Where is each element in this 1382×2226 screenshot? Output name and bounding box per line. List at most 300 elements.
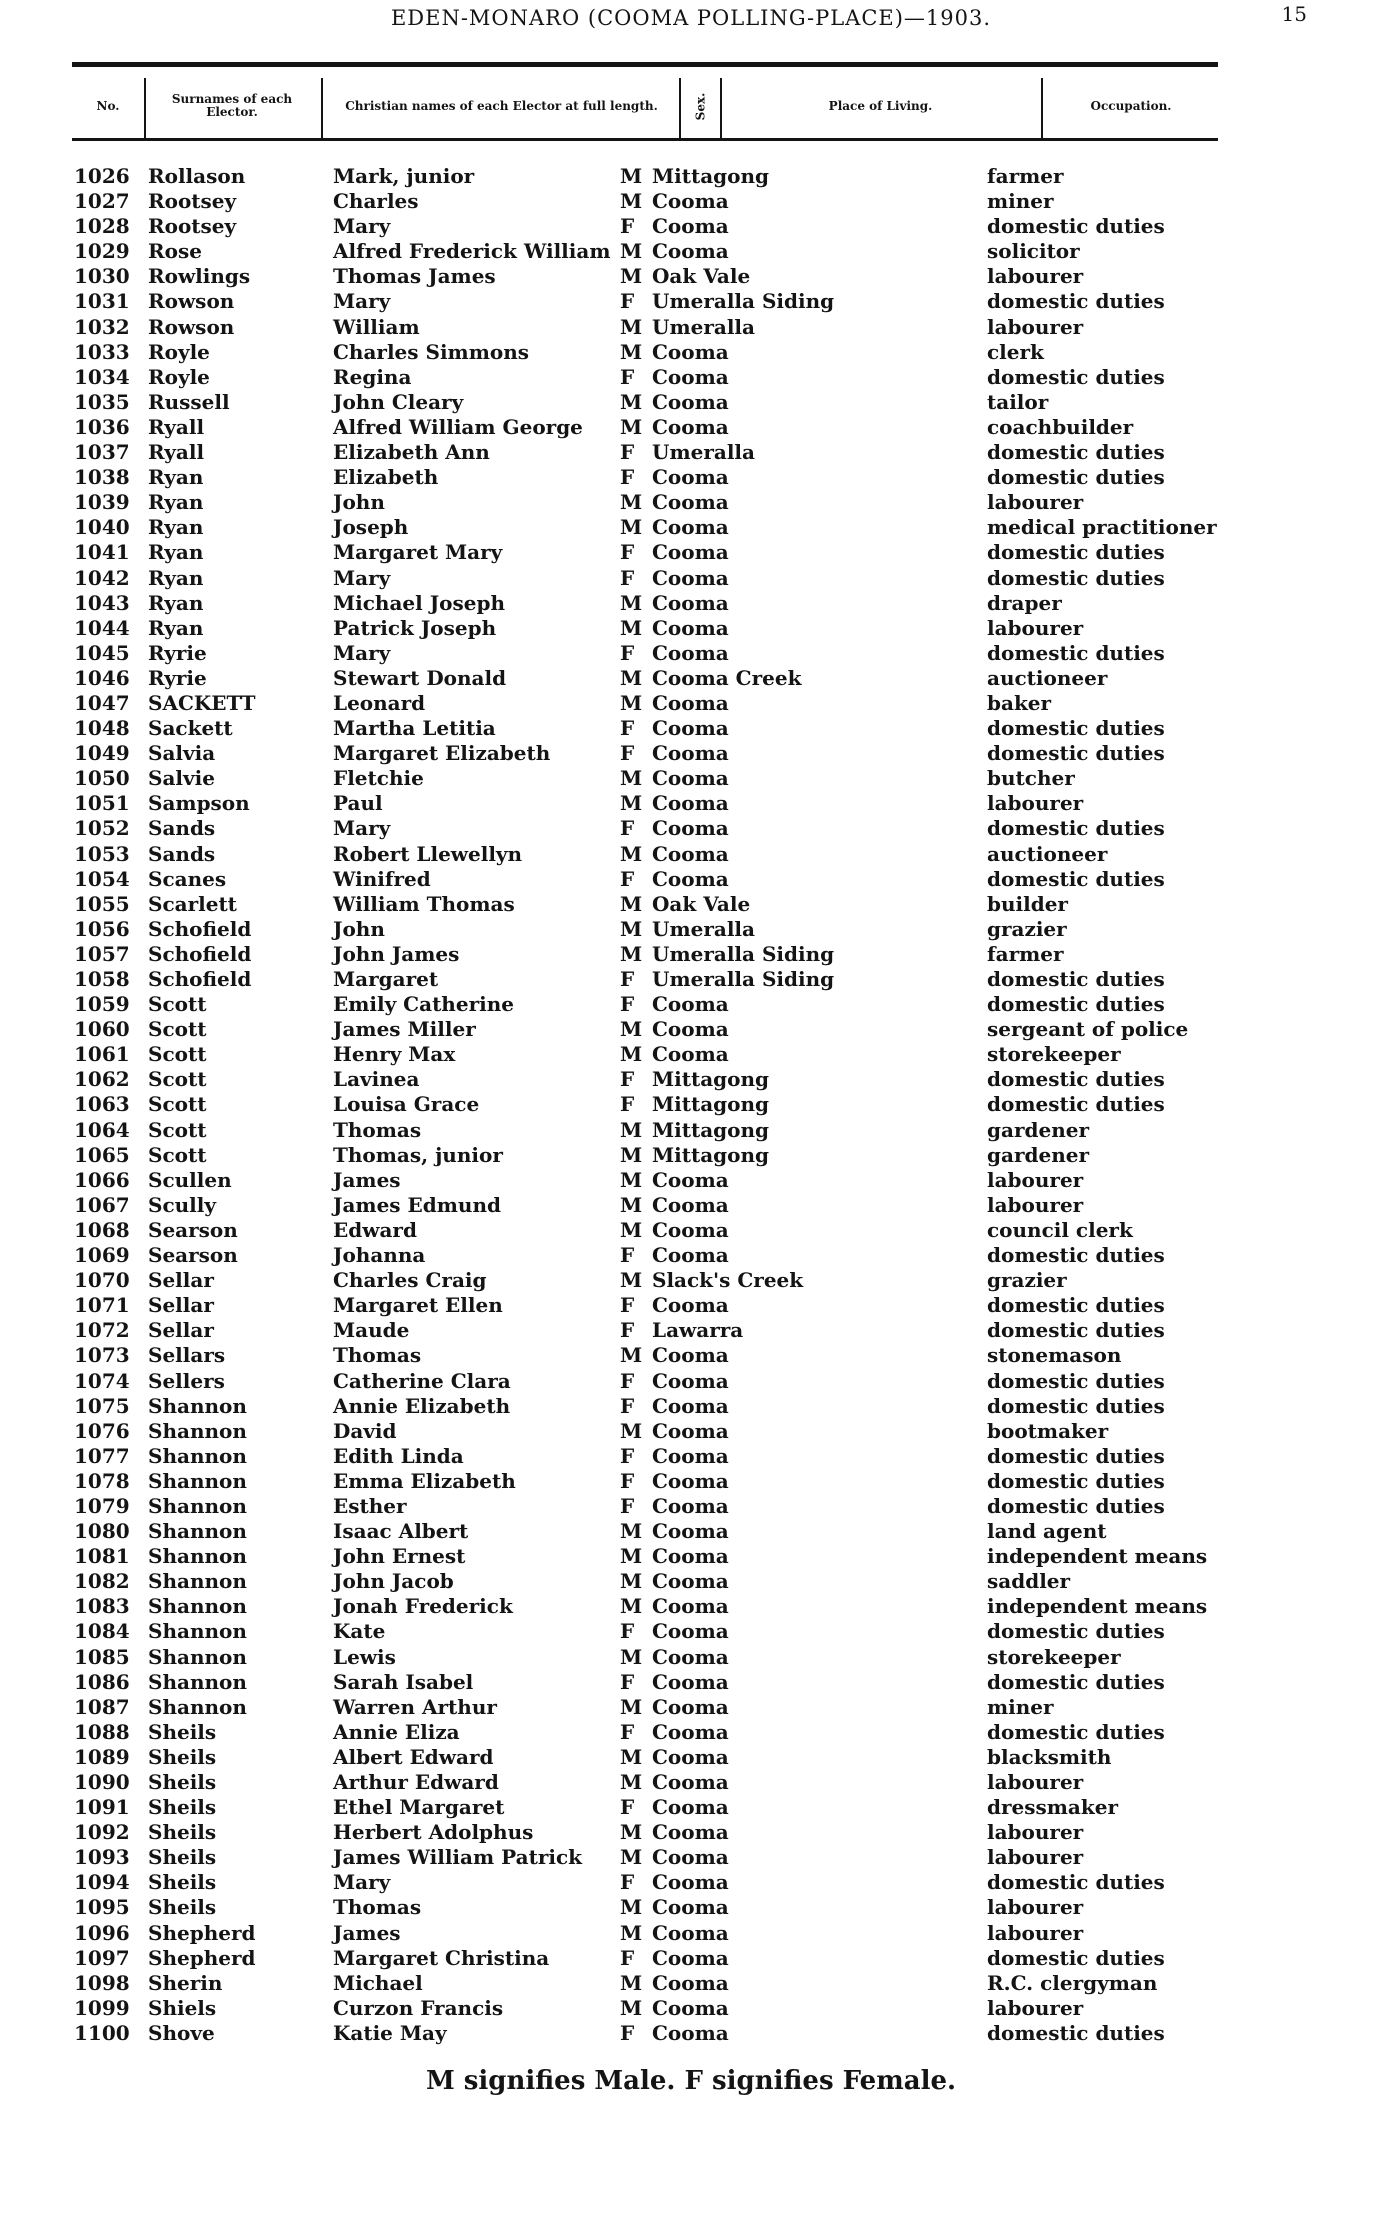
elector-place: Cooma — [652, 2020, 729, 2045]
elector-occupation: domestic duties — [987, 1870, 1165, 1895]
table-row — [0, 616, 1382, 641]
elector-occupation: draper — [987, 590, 1062, 615]
elector-occupation: labourer — [987, 1770, 1084, 1794]
elector-christian-names: Thomas, junior — [333, 1142, 503, 1167]
elector-occupation: domestic duties — [987, 1945, 1165, 1970]
elector-occupation: domestic duties — [987, 1243, 1165, 1268]
elector-surname: Scott — [148, 992, 207, 1017]
elector-number: 1047 — [74, 690, 130, 715]
elector-surname: Sheils — [148, 1744, 217, 1769]
elector-sex: M — [620, 1192, 643, 1217]
elector-number: 1087 — [74, 1694, 130, 1719]
elector-place: Cooma — [652, 1795, 729, 1820]
elector-occupation: labourer — [987, 1192, 1084, 1217]
elector-surname: Rootsey — [148, 214, 237, 239]
elector-sex: F — [620, 1368, 635, 1393]
elector-sex: M — [620, 1845, 643, 1870]
elector-occupation: farmer — [987, 941, 1064, 966]
elector-sex: F — [620, 816, 635, 841]
elector-number: 1069 — [74, 1243, 130, 1268]
elector-sex: M — [620, 414, 643, 439]
elector-place: Mittagong — [652, 1117, 770, 1142]
elector-occupation: labourer — [987, 1167, 1084, 1192]
elector-surname: Ryrie — [148, 640, 207, 665]
elector-surname: Sellars — [148, 1343, 226, 1368]
table-row — [0, 842, 1382, 867]
elector-sex: F — [620, 741, 635, 766]
elector-occupation: domestic duties — [987, 565, 1165, 590]
elector-occupation: domestic duties — [987, 2020, 1165, 2045]
elector-sex: M — [620, 690, 643, 715]
elector-place: Cooma — [652, 816, 729, 841]
elector-occupation: domestic duties — [987, 1293, 1165, 1318]
elector-christian-names: Lewis — [333, 1644, 396, 1669]
elector-sex: M — [620, 1744, 643, 1769]
elector-christian-names: Emma Elizabeth — [333, 1468, 516, 1493]
elector-sex: M — [620, 590, 643, 615]
column-headers — [72, 74, 1218, 141]
elector-christian-names: Winifred — [333, 866, 431, 891]
elector-place: Cooma — [652, 1544, 729, 1569]
elector-surname: Schofield — [148, 941, 252, 966]
table-row — [0, 465, 1382, 490]
elector-sex: F — [620, 214, 635, 239]
elector-occupation: domestic duties — [987, 1468, 1165, 1493]
elector-occupation: builder — [987, 891, 1068, 916]
elector-christian-names: Mary — [333, 816, 391, 841]
elector-occupation: grazier — [987, 916, 1067, 941]
elector-sex: M — [620, 1519, 643, 1544]
elector-christian-names: Margaret Christina — [333, 1945, 550, 1970]
elector-sex: M — [620, 916, 643, 941]
table-row — [0, 591, 1382, 616]
elector-surname: Ryan — [148, 465, 204, 490]
elector-surname: Searson — [148, 1243, 238, 1268]
table-row — [0, 1594, 1382, 1619]
elector-occupation: domestic duties — [987, 741, 1165, 766]
elector-place: Cooma — [652, 1770, 729, 1794]
elector-surname: Sheils — [148, 1820, 217, 1845]
table-row — [0, 867, 1382, 892]
elector-place: Cooma — [652, 1995, 729, 2020]
elector-occupation: saddler — [987, 1569, 1071, 1594]
elector-place: Cooma — [652, 189, 729, 214]
elector-place: Cooma — [652, 1167, 729, 1192]
column-header-sex-label: Sex. — [693, 92, 708, 120]
elector-occupation: labourer — [987, 314, 1084, 339]
elector-sex: F — [620, 565, 635, 590]
elector-surname: Rose — [148, 239, 202, 264]
elector-number: 1072 — [74, 1318, 130, 1343]
table-row — [0, 1870, 1382, 1895]
elector-number: 1075 — [74, 1393, 130, 1418]
column-divider — [144, 78, 146, 138]
elector-sex: M — [620, 1895, 643, 1920]
elector-occupation: domestic duties — [987, 992, 1165, 1017]
elector-sex: M — [620, 339, 643, 364]
elector-place: Cooma — [652, 1669, 729, 1694]
elector-surname: Sellers — [148, 1368, 225, 1393]
elector-place: Cooma — [652, 1569, 729, 1594]
elector-surname: Shannon — [148, 1669, 247, 1694]
elector-occupation: labourer — [987, 1995, 1084, 2020]
elector-number: 1094 — [74, 1870, 130, 1895]
table-row — [0, 1469, 1382, 1494]
elector-number: 1034 — [74, 364, 130, 389]
elector-sex: M — [620, 314, 643, 339]
column-divider — [1041, 78, 1043, 138]
elector-surname: Shannon — [148, 1393, 247, 1418]
elector-place: Cooma — [652, 1418, 729, 1443]
elector-occupation: labourer — [987, 791, 1084, 816]
elector-occupation: labourer — [987, 615, 1084, 640]
elector-surname: Shannon — [148, 1644, 247, 1669]
elector-christian-names: Jonah Frederick — [333, 1594, 513, 1619]
elector-place: Cooma — [652, 214, 729, 239]
elector-number: 1083 — [74, 1594, 130, 1619]
elector-christian-names: James William Patrick — [333, 1845, 582, 1870]
elector-number: 1078 — [74, 1468, 130, 1493]
elector-sex: M — [620, 264, 643, 289]
elector-sex: M — [620, 1418, 643, 1443]
elector-place: Cooma — [652, 615, 729, 640]
table-row — [0, 1770, 1382, 1795]
elector-christian-names: Emily Catherine — [333, 992, 514, 1017]
elector-place: Cooma — [652, 389, 729, 414]
elector-sex: F — [620, 1795, 635, 1820]
elector-occupation: domestic duties — [987, 465, 1165, 490]
elector-place: Mittagong — [652, 164, 770, 188]
elector-number: 1033 — [74, 339, 130, 364]
table-row — [0, 1318, 1382, 1343]
elector-occupation: medical practitioner — [987, 515, 1217, 540]
elector-occupation: domestic duties — [987, 1393, 1165, 1418]
elector-place: Cooma — [652, 690, 729, 715]
elector-sex: M — [620, 1770, 643, 1794]
elector-christian-names: Elizabeth Ann — [333, 440, 490, 465]
elector-number: 1084 — [74, 1619, 130, 1644]
elector-occupation: bootmaker — [987, 1418, 1109, 1443]
column-divider — [321, 78, 323, 138]
table-row — [0, 741, 1382, 766]
elector-number: 1092 — [74, 1820, 130, 1845]
elector-place: Cooma — [652, 1694, 729, 1719]
table-row — [0, 1293, 1382, 1318]
elector-number: 1088 — [74, 1719, 130, 1744]
elector-place: Cooma — [652, 490, 729, 515]
elector-place: Cooma — [652, 766, 729, 791]
elector-sex: M — [620, 1167, 643, 1192]
table-row — [0, 1996, 1382, 2021]
elector-number: 1063 — [74, 1092, 130, 1117]
elector-place: Cooma — [652, 1920, 729, 1945]
elector-place: Cooma — [652, 565, 729, 590]
elector-surname: Shannon — [148, 1418, 247, 1443]
elector-number: 1028 — [74, 214, 130, 239]
elector-christian-names: Alfred Frederick William — [333, 239, 611, 264]
elector-occupation: coachbuilder — [987, 414, 1134, 439]
elector-place: Mittagong — [652, 1142, 770, 1167]
elector-number: 1045 — [74, 640, 130, 665]
table-row — [0, 1695, 1382, 1720]
elector-number: 1043 — [74, 590, 130, 615]
elector-sex: M — [620, 1042, 643, 1067]
elector-christian-names: Fletchie — [333, 766, 424, 791]
elector-number: 1074 — [74, 1368, 130, 1393]
elector-number: 1032 — [74, 314, 130, 339]
elector-christian-names: Elizabeth — [333, 465, 439, 490]
elector-surname: Scully — [148, 1192, 216, 1217]
elector-occupation: labourer — [987, 1895, 1084, 1920]
table-row — [0, 1619, 1382, 1644]
elector-occupation: miner — [987, 189, 1054, 214]
elector-surname: Sampson — [148, 791, 250, 816]
table-row — [0, 967, 1382, 992]
elector-place: Cooma — [652, 1443, 729, 1468]
elector-number: 1070 — [74, 1268, 130, 1293]
table-row — [0, 289, 1382, 314]
table-row — [0, 1519, 1382, 1544]
elector-surname: Shepherd — [148, 1920, 256, 1945]
column-divider — [679, 78, 681, 138]
elector-christian-names: Warren Arthur — [333, 1694, 497, 1719]
elector-sex: M — [620, 239, 643, 264]
table-row — [0, 1168, 1382, 1193]
elector-sex: M — [620, 389, 643, 414]
elector-occupation: farmer — [987, 164, 1064, 188]
elector-number: 1038 — [74, 465, 130, 490]
table-row — [0, 340, 1382, 365]
table-row — [0, 1845, 1382, 1870]
elector-christian-names: John — [333, 916, 385, 941]
table-row — [0, 315, 1382, 340]
elector-sex: F — [620, 1067, 635, 1092]
elector-christian-names: Stewart Donald — [333, 665, 507, 690]
table-row — [0, 440, 1382, 465]
elector-christian-names: Mary — [333, 214, 391, 239]
elector-number: 1062 — [74, 1067, 130, 1092]
elector-christian-names: Charles Simmons — [333, 339, 530, 364]
elector-number: 1073 — [74, 1343, 130, 1368]
table-row — [0, 791, 1382, 816]
table-row — [0, 1895, 1382, 1920]
elector-place: Umeralla Siding — [652, 289, 835, 314]
elector-christian-names: Paul — [333, 791, 383, 816]
elector-place: Cooma — [652, 1719, 729, 1744]
elector-sex: M — [620, 1544, 643, 1569]
elector-number: 1098 — [74, 1970, 130, 1995]
elector-surname: Sheils — [148, 1870, 217, 1895]
elector-number: 1054 — [74, 866, 130, 891]
elector-christian-names: Margaret Ellen — [333, 1293, 503, 1318]
elector-number: 1082 — [74, 1569, 130, 1594]
elector-place: Mittagong — [652, 1067, 770, 1092]
elector-christian-names: John Cleary — [333, 389, 464, 414]
elector-sex: F — [620, 1669, 635, 1694]
elector-surname: Scott — [148, 1092, 207, 1117]
elector-surname: Scott — [148, 1042, 207, 1067]
elector-number: 1095 — [74, 1895, 130, 1920]
table-row — [0, 1444, 1382, 1469]
page-number: 15 — [1281, 2, 1307, 26]
elector-number: 1058 — [74, 967, 130, 991]
elector-christian-names: Margaret Elizabeth — [333, 741, 551, 766]
table-row — [0, 365, 1382, 390]
elector-number: 1027 — [74, 189, 130, 214]
elector-surname: Ryan — [148, 615, 204, 640]
elector-number: 1044 — [74, 615, 130, 640]
elector-occupation: blacksmith — [987, 1744, 1112, 1769]
elector-sex: M — [620, 766, 643, 791]
elector-surname: Sellar — [148, 1318, 214, 1343]
elector-christian-names: Kate — [333, 1619, 386, 1644]
elector-surname: Scarlett — [148, 891, 237, 916]
elector-place: Cooma — [652, 1870, 729, 1895]
elector-place: Cooma — [652, 741, 729, 766]
elector-surname: Ryrie — [148, 665, 207, 690]
elector-christian-names: William — [333, 314, 420, 339]
elector-surname: Sheils — [148, 1845, 217, 1870]
elector-christian-names: Isaac Albert — [333, 1519, 469, 1544]
table-row — [0, 1544, 1382, 1569]
elector-surname: Sellar — [148, 1293, 214, 1318]
elector-number: 1049 — [74, 741, 130, 766]
elector-occupation: miner — [987, 1694, 1054, 1719]
elector-christian-names: Joseph — [333, 515, 409, 540]
elector-surname: Sheils — [148, 1895, 217, 1920]
elector-sex: F — [620, 1468, 635, 1493]
elector-number: 1035 — [74, 389, 130, 414]
elector-christian-names: Michael Joseph — [333, 590, 506, 615]
elector-christian-names: Edward — [333, 1217, 417, 1242]
elector-sex: M — [620, 665, 643, 690]
column-header-surname: Surnames of each Elector. — [171, 92, 293, 119]
table-row — [0, 2021, 1382, 2046]
elector-sex: F — [620, 1318, 635, 1343]
elector-christian-names: Margaret — [333, 967, 439, 991]
column-header-sex — [682, 74, 720, 138]
elector-place: Lawarra — [652, 1318, 744, 1343]
elector-place: Cooma — [652, 1644, 729, 1669]
column-header-christian-names: Christian names of each Elector at full length. — [345, 98, 658, 113]
table-row — [0, 1971, 1382, 1996]
elector-sex: F — [620, 1619, 635, 1644]
elector-place: Cooma — [652, 1343, 729, 1368]
elector-surname: Shannon — [148, 1493, 247, 1518]
elector-christian-names: John — [333, 490, 385, 515]
table-row — [0, 1921, 1382, 1946]
table-row — [0, 1745, 1382, 1770]
column-header-place: Place of Living. — [828, 98, 933, 113]
elector-christian-names: Curzon Francis — [333, 1995, 504, 2020]
elector-christian-names: Mark, junior — [333, 164, 475, 188]
elector-sex: F — [620, 1945, 635, 1970]
elector-sex: F — [620, 440, 635, 465]
elector-occupation: domestic duties — [987, 214, 1165, 239]
elector-surname: Rowson — [148, 289, 235, 314]
elector-christian-names: John Jacob — [333, 1569, 454, 1594]
elector-sex: F — [620, 1493, 635, 1518]
elector-surname: Rowson — [148, 314, 235, 339]
elector-surname: Sheils — [148, 1719, 217, 1744]
elector-number: 1026 — [74, 164, 130, 188]
elector-sex: F — [620, 289, 635, 314]
elector-number: 1079 — [74, 1493, 130, 1518]
elector-sex: M — [620, 1268, 643, 1293]
elector-sex: F — [620, 465, 635, 490]
elector-place: Cooma — [652, 1970, 729, 1995]
elector-place: Cooma — [652, 1042, 729, 1067]
elector-christian-names: Catherine Clara — [333, 1368, 511, 1393]
elector-surname: Shove — [148, 2020, 215, 2045]
elector-occupation: independent means — [987, 1594, 1208, 1619]
header-rule — [72, 62, 1218, 67]
elector-occupation: independent means — [987, 1544, 1208, 1569]
elector-number: 1067 — [74, 1192, 130, 1217]
elector-place: Cooma — [652, 540, 729, 565]
elector-number: 1037 — [74, 440, 130, 465]
elector-christian-names: Martha Letitia — [333, 716, 496, 741]
elector-place: Cooma — [652, 716, 729, 741]
elector-christian-names: Margaret Mary — [333, 540, 503, 565]
table-row — [0, 566, 1382, 591]
elector-occupation: grazier — [987, 1268, 1067, 1293]
elector-surname: Shannon — [148, 1569, 247, 1594]
table-row — [0, 1343, 1382, 1368]
elector-place: Umeralla — [652, 916, 755, 941]
page-title: EDEN-MONARO (COOMA POLLING-PLACE)—1903. — [390, 6, 992, 30]
elector-christian-names: Michael — [333, 1970, 423, 1995]
elector-christian-names: Leonard — [333, 690, 426, 715]
elector-number: 1096 — [74, 1920, 130, 1945]
elector-occupation: R.C. clergyman — [987, 1970, 1158, 1995]
table-row — [0, 189, 1382, 214]
table-row — [0, 1645, 1382, 1670]
table-row — [0, 1268, 1382, 1293]
elector-occupation: dressmaker — [987, 1795, 1119, 1820]
elector-place: Cooma — [652, 1519, 729, 1544]
elector-surname: Sheils — [148, 1795, 217, 1820]
elector-christian-names: James Miller — [333, 1017, 476, 1042]
elector-sex: M — [620, 1569, 643, 1594]
elector-number: 1077 — [74, 1443, 130, 1468]
table-row — [0, 816, 1382, 841]
elector-sex: M — [620, 1142, 643, 1167]
elector-place: Cooma — [652, 1820, 729, 1845]
elector-occupation: land agent — [987, 1519, 1107, 1544]
table-row — [0, 1394, 1382, 1419]
elector-sex: F — [620, 1092, 635, 1117]
elector-occupation: clerk — [987, 339, 1044, 364]
elector-christian-names: Lavinea — [333, 1067, 420, 1092]
elector-occupation: domestic duties — [987, 1318, 1165, 1343]
elector-place: Oak Vale — [652, 891, 751, 916]
elector-surname: Sackett — [148, 716, 233, 741]
elector-occupation: domestic duties — [987, 866, 1165, 891]
elector-sex: M — [620, 515, 643, 540]
elector-christian-names: Thomas — [333, 1895, 422, 1920]
elector-christian-names: Alfred William George — [333, 414, 583, 439]
elector-christian-names: Robert Llewellyn — [333, 841, 523, 866]
table-row — [0, 1218, 1382, 1243]
elector-occupation: labourer — [987, 1920, 1084, 1945]
elector-occupation: labourer — [987, 1845, 1084, 1870]
table-row — [0, 1670, 1382, 1695]
column-divider — [720, 78, 722, 138]
elector-christian-names: John Ernest — [333, 1544, 466, 1569]
elector-place: Cooma — [652, 1895, 729, 1920]
elector-surname: Schofield — [148, 967, 252, 991]
